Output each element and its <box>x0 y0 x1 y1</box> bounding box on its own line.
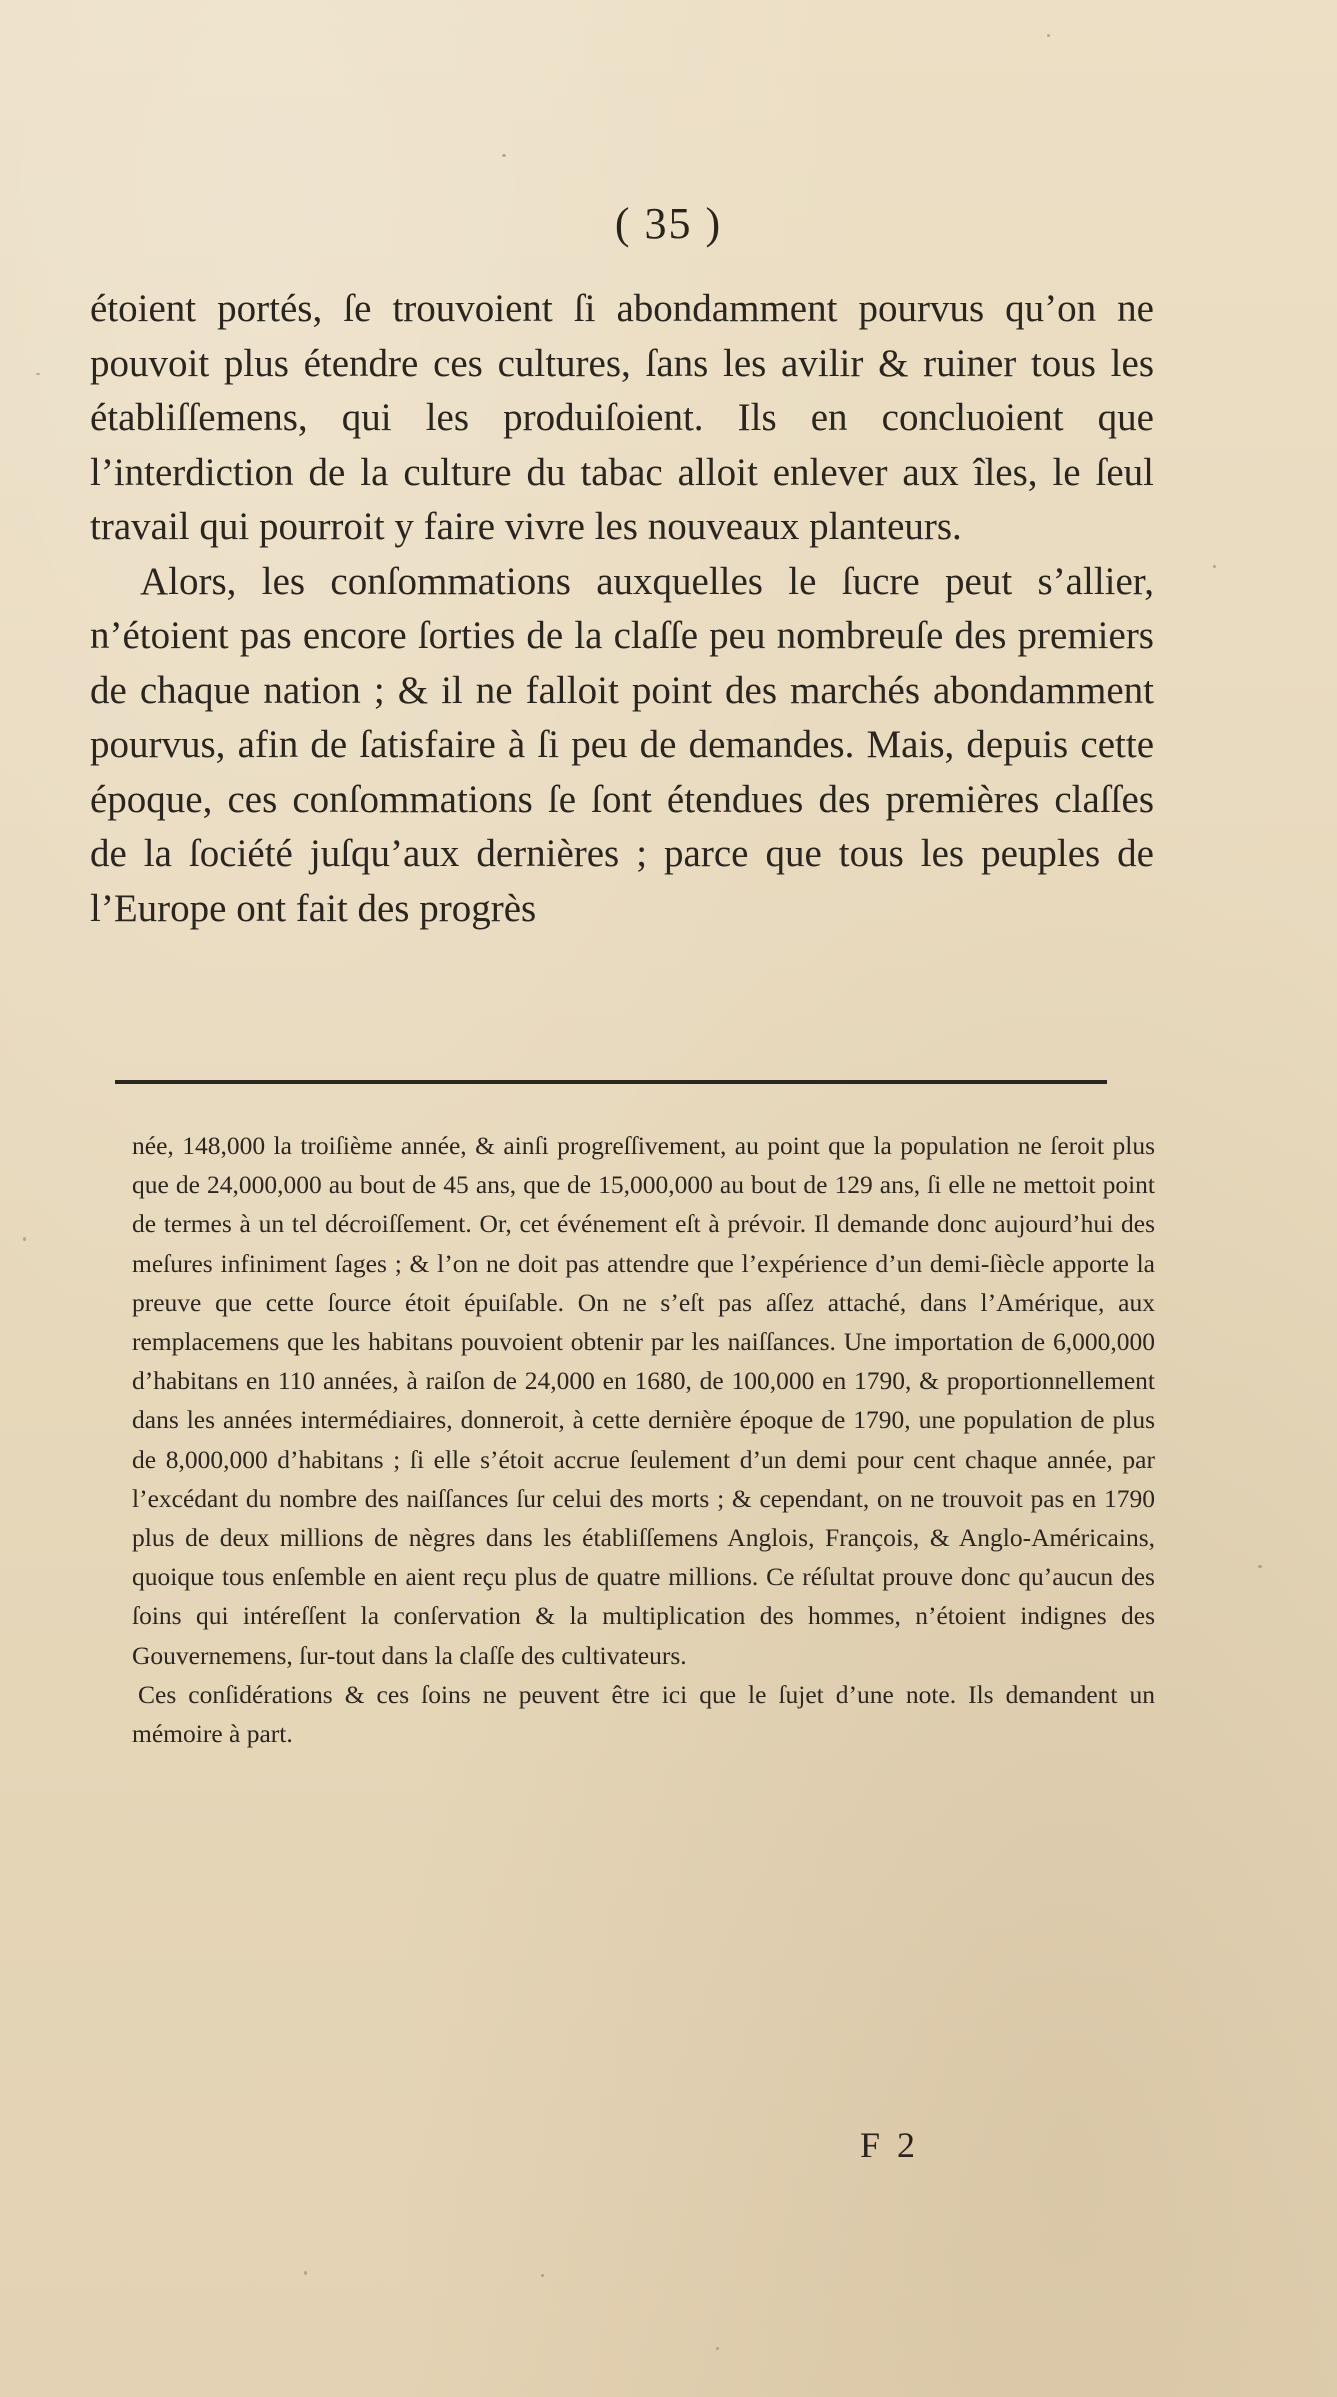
footnote-paragraph: née, 148,000 la troiſième année, & ainſi progreſſivement, au point que la population ne ſeroit plus que de 24,000,000 au bout de 45 ans, que de 15,000,000 au bout de 129 ans, ſi elle ne mettoit point de termes à un tel décroiſſement. Or, cet événement eſt à prévoir. Il demande donc aujourd’hui des meſures infiniment ſages ; & l’on ne doit pas attendre que l’expérience d’un demi-ſiècle apporte la preuve que cette ſource étoit épuiſable. On ne s’eſt pas aſſez attaché, dans l’Amérique, aux remplacemens que les habitans pouvoient obtenir par les naiſſances. Une importation de 6,000,000 d’habitans en 110 années, à raiſon de 24,000 en 1680, de 100,000 en 1790, & proportionnellement dans les années intermédiaires, donneroit, à cette dernière époque de 1790, une population de plus de 8,000,000 d’habitans ; ſi elle s’étoit accrue ſeulement d’un demi pour cent chaque année, par l’excédant du nombre des naiſſances ſur celui des morts ; & cependant, on ne trouvoit pas en 1790 plus de deux millions de nègres dans les établiſſemens Anglois, François, & Anglo-Américains, quoique tous enſemble en aient reçu plus de quatre millions. Ce réſultat prouve donc qu’aucun des ſoins qui intéreſſent la conſervation & la multiplication des hommes, n’étoient indignes des Gouvernemens, ſur-tout dans la claſſe des cultivateurs. <box>132 1131 1155 1670</box>
paper-speck <box>36 373 40 375</box>
paper-speck <box>23 1237 26 1241</box>
main-paragraph: Alors, les conſommations auxquelles le ſucre peut s’allier, n’étoient pas encore ſorties de la claſſe peu nombreuſe des premiers de chaque nation ; & il ne falloit point des marchés abondamment pourvus, afin de ſatisfaire à ſi peu de demandes. Mais, depuis cette époque, ces conſommations ſe ſont étendues des premières claſſes de la ſociété juſqu’aux dernières ; parce que tous les peuples de l’Europe ont fait des progrès <box>90 559 1154 930</box>
paper-speck <box>304 2271 307 2275</box>
paper-speck <box>541 2274 544 2277</box>
footnote-separator-rule <box>115 1080 1107 1084</box>
main-paragraph: étoient portés, ſe trouvoient ſi abondamment pourvus qu’on ne pouvoit plus étendre ces cultures, ſans les avilir & ruiner tous les établiſſemens, qui les produiſoient. Ils en concluoient que l’interdiction de la culture du tabac alloit enlever aux îles, le ſeul travail qui pourroit y faire vivre les nouveaux planteurs. <box>90 287 1154 548</box>
paper-speck <box>502 154 506 157</box>
signature-mark: F 2 <box>860 2125 920 2165</box>
paper-speck <box>716 2347 719 2350</box>
main-text <box>90 282 1154 936</box>
page-number: ( 35 ) <box>614 199 723 248</box>
paper-speck <box>1047 34 1050 37</box>
paper-speck <box>1258 1565 1262 1568</box>
paper-speck <box>1213 565 1216 568</box>
footnote-paragraph: Ces conſidérations & ces ſoins ne peuvent être ici que le ſujet d’une note. Ils demandent un mémoire à part. <box>132 1679 1155 1749</box>
footnote <box>132 1126 1155 1753</box>
